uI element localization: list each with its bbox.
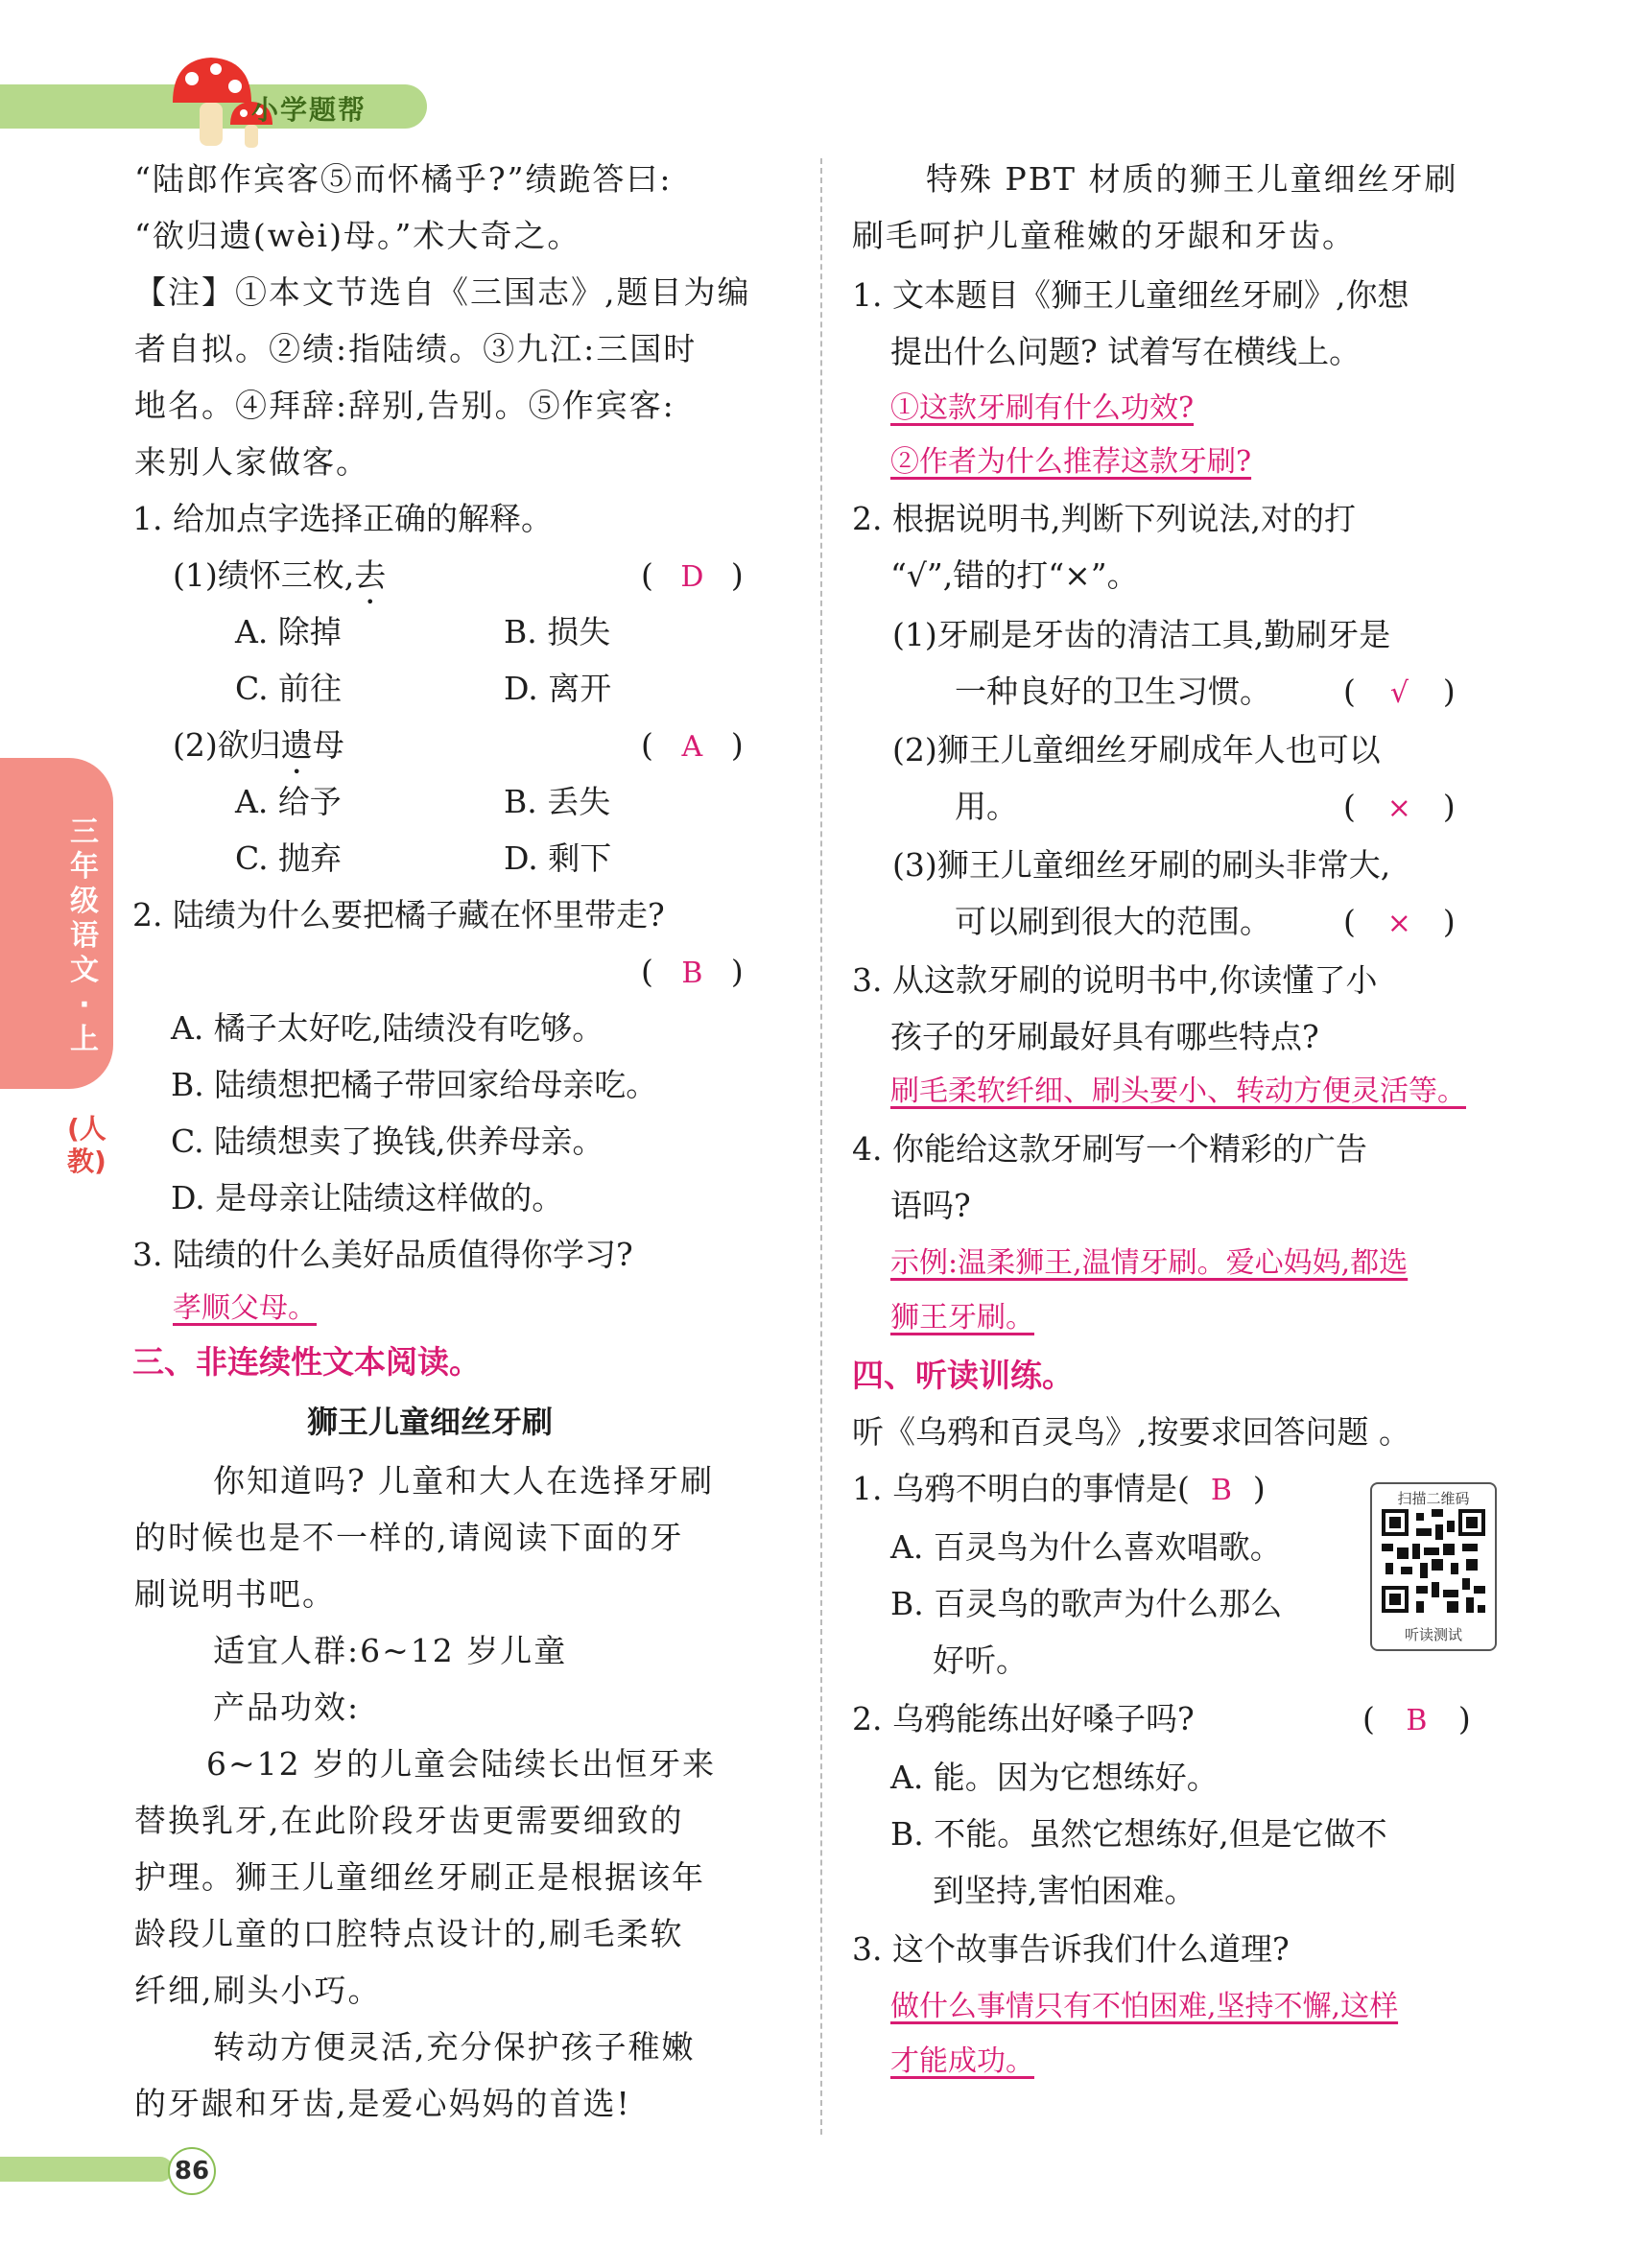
- paragraph-line: 刷毛呵护儿童稚嫩的牙龈和牙齿。: [852, 217, 1356, 254]
- note-line-4: 来别人家做客。: [134, 443, 369, 481]
- paragraph-line: 护理。狮王儿童细丝牙刷正是根据该年: [134, 1858, 705, 1896]
- answer-3: 孝顺父母。: [173, 1291, 317, 1325]
- paragraph-line: 的牙龈和牙齿,是爱心妈妈的首选!: [134, 2085, 631, 2122]
- qr-bottom-label: 听读测试: [1404, 1626, 1462, 1643]
- option: A. 除掉: [235, 613, 342, 650]
- edition-label: (人教): [67, 1113, 107, 1177]
- question-1-1: (1)绩怀三枚,去: [173, 556, 387, 594]
- option: B. 丢失: [504, 783, 611, 820]
- answer-l3: 做什么事情只有不怕困难,坚持不懈,这样: [890, 1990, 1399, 2023]
- note-line-1: 【注】①本文节选自《三国志》,题目为编: [134, 273, 751, 311]
- question-3: 3. 从这款牙刷的说明书中,你读懂了小: [852, 961, 1378, 999]
- answer-bracket: ( × ): [1343, 786, 1456, 830]
- effect-label: 产品功效:: [213, 1689, 361, 1726]
- option: B. 损失: [504, 613, 611, 650]
- statement: (3)狮王儿童细丝牙刷的刷头非常大,: [892, 846, 1391, 884]
- answer-1b: ②作者为什么推荐这款牙刷?: [890, 445, 1252, 479]
- paragraph-line: 的时候也是不一样的,请阅读下面的牙: [134, 1519, 684, 1556]
- paragraph-line: 6~12 岁的儿童会陆续长出恒牙来: [206, 1745, 717, 1783]
- note-line-2: 者自拟。②绩:指陆绩。③九江:三国时: [134, 330, 698, 367]
- statement: 用。: [955, 788, 1018, 825]
- option: A. 能。因为它想练好。: [890, 1759, 1219, 1796]
- option: B. 百灵鸟的歌声为什么那么: [890, 1585, 1283, 1622]
- question-2: 2. 陆绩为什么要把橘子藏在怀里带走?: [132, 896, 665, 933]
- option: B. 不能。虽然它想练好,但是它做不: [890, 1815, 1387, 1853]
- answer-4: 狮王牙刷。: [890, 1301, 1034, 1335]
- question-2: 2. 根据说明书,判断下列说法,对的打: [852, 500, 1356, 537]
- answer-1-2: A: [681, 730, 703, 764]
- section-4-heading: 四、听读训练。: [852, 1357, 1074, 1394]
- statement: (2)狮王儿童细丝牙刷成年人也可以: [892, 731, 1381, 768]
- option: C. 前往: [235, 670, 343, 707]
- question-2: “√”,错的打“×”。: [890, 556, 1139, 594]
- question-3: 孩子的牙刷最好具有哪些特点?: [890, 1018, 1319, 1055]
- statement: (1)牙刷是牙齿的清洁工具,勤刷牙是: [892, 616, 1391, 653]
- answer-bracket: ( A ): [641, 724, 744, 768]
- article-title: 狮王儿童细丝牙刷: [307, 1404, 554, 1440]
- answer-bracket: ( D ): [641, 555, 744, 599]
- page-number: 86: [168, 2147, 216, 2195]
- grade-label: 三年级语文·上: [70, 815, 99, 1056]
- section-3-heading: 三、非连续性文本阅读。: [132, 1343, 481, 1381]
- option: A. 橘子太好吃,陆绩没有吃够。: [171, 1009, 604, 1047]
- answer-bracket: ( √ ): [1343, 671, 1456, 715]
- brand-title: 小学题帮: [251, 94, 367, 126]
- listen-q2: 2. 乌鸦能练出好嗓子吗?: [852, 1700, 1195, 1737]
- question-3: 3. 陆绩的什么美好品质值得你学习?: [132, 1236, 633, 1273]
- option: A. 给予: [235, 783, 342, 820]
- answer-2-2: ×: [1386, 791, 1411, 825]
- paragraph-line: 龄段儿童的口腔特点设计的,刷毛柔软: [134, 1915, 684, 1952]
- column-divider: [820, 158, 822, 2135]
- statement: 可以刷到很大的范围。: [955, 903, 1271, 940]
- listen-q3: 3. 这个故事告诉我们什么道理?: [852, 1930, 1290, 1968]
- option: C. 陆绩想卖了换钱,供养母亲。: [171, 1122, 604, 1160]
- question-1: 提出什么问题? 试着写在横线上。: [890, 333, 1362, 370]
- paragraph-line: 转动方便灵活,充分保护孩子稚嫩: [213, 2028, 696, 2066]
- answer-bracket: ( B ): [641, 951, 744, 995]
- option: C. 抛弃: [235, 839, 343, 877]
- qr-top-label: 扫描二维码: [1397, 1490, 1470, 1507]
- question-1: 1. 文本题目《狮王儿童细丝牙刷》,你想: [852, 276, 1409, 314]
- statement: 一种良好的卫生习惯。: [955, 673, 1271, 710]
- answer-l2: B: [1406, 1704, 1428, 1737]
- answer-bracket: ( B ): [1362, 1698, 1471, 1742]
- option: 好听。: [933, 1642, 1028, 1679]
- option: 到坚持,害怕困难。: [933, 1872, 1196, 1909]
- option: B. 陆绩想把橘子带回家给母亲吃。: [171, 1066, 658, 1103]
- answer-2-3: ×: [1386, 907, 1411, 940]
- audience-line: 适宜人群:6~12 岁儿童: [213, 1632, 568, 1669]
- dotted-char: 去: [354, 556, 387, 594]
- question-4: 语吗?: [890, 1187, 971, 1224]
- option: A. 百灵鸟为什么喜欢唱歌。: [890, 1528, 1282, 1566]
- note-line-3: 地名。④拜辞:辞别,告别。⑤作宾客:: [134, 387, 675, 424]
- question-4: 4. 你能给这款牙刷写一个精彩的广告: [852, 1130, 1367, 1168]
- qr-code-icon: [1382, 1509, 1485, 1613]
- footer-bar: [0, 2157, 173, 2182]
- answer-4: 示例:温柔狮王,温情牙刷。爱心妈妈,都选: [890, 1246, 1409, 1280]
- paragraph-line: 特殊 PBT 材质的狮王儿童细丝牙刷: [926, 160, 1458, 198]
- answer-1a: ①这款牙刷有什么功效?: [890, 391, 1195, 425]
- paragraph-line: 你知道吗? 儿童和大人在选择牙刷: [213, 1462, 715, 1500]
- paragraph-line: 替换乳牙,在此阶段牙齿更需要细致的: [134, 1802, 684, 1839]
- story-line-1: “陆郎作宾客⑤而怀橘乎?”绩跪答曰:: [134, 160, 673, 198]
- answer-2-1: √: [1389, 676, 1409, 710]
- answer-bracket: ( × ): [1343, 901, 1456, 945]
- answer-l1: B: [1210, 1474, 1232, 1507]
- listen-q1: 1. 乌鸦不明白的事情是( B ): [852, 1468, 1266, 1512]
- paragraph-line: 纤细,刷头小巧。: [134, 1972, 382, 2009]
- answer-3: 刷毛柔软纤细、刷头要小、转动方便灵活等。: [890, 1075, 1466, 1108]
- option: D. 剩下: [504, 839, 612, 877]
- option: D. 是母亲让陆绩这样做的。: [171, 1179, 564, 1217]
- question-1: 1. 给加点字选择正确的解释。: [132, 500, 553, 537]
- listen-instruction: 听《乌鸦和百灵鸟》,按要求回答问题 。: [852, 1413, 1410, 1451]
- story-line-2: “欲归遗(wèi)母。”术大奇之。: [134, 217, 581, 254]
- question-1-2: (2)欲归遗母: [173, 726, 344, 764]
- qr-code-box[interactable]: [1370, 1482, 1497, 1651]
- answer-2: B: [681, 957, 703, 990]
- dotted-char: 遗: [280, 726, 313, 764]
- answer-1-1: D: [680, 560, 704, 594]
- option: D. 离开: [504, 670, 612, 707]
- answer-l3: 才能成功。: [890, 2044, 1034, 2078]
- paragraph-line: 刷说明书吧。: [134, 1575, 336, 1613]
